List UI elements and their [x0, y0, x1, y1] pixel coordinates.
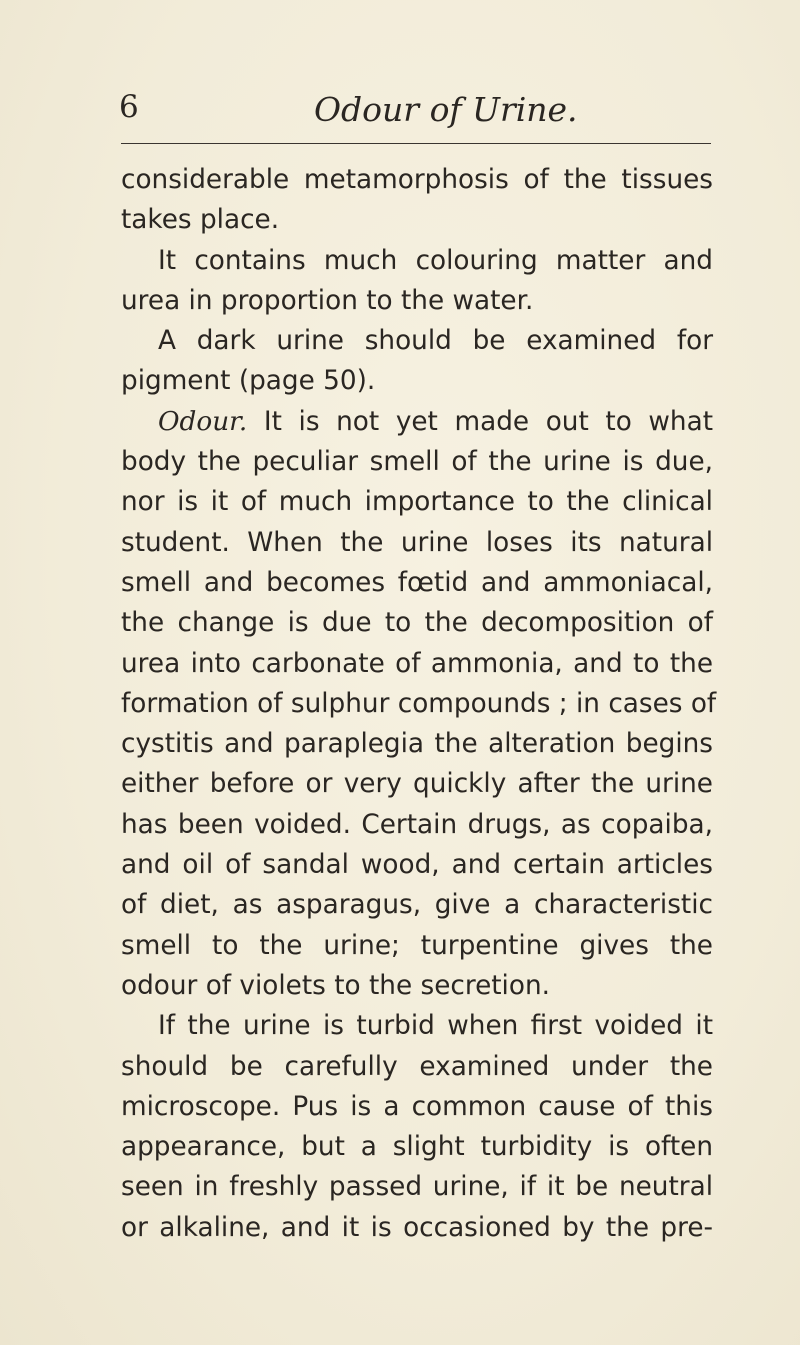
- text-line: pigment (page 50).: [121, 366, 376, 397]
- text-line: student. When the urine loses its natural: [121, 527, 713, 558]
- text-line: cystitis and paraplegia the alteration begins: [121, 729, 713, 760]
- text-line: either before or very quickly after the urine: [121, 769, 713, 800]
- header-rule: [121, 143, 711, 144]
- text-line: urea in proportion to the water.: [121, 285, 534, 316]
- text-line: nor is it of much importance to the clinical: [121, 487, 713, 518]
- running-head: Odour of Urine.: [314, 90, 578, 129]
- text-line: considerable metamorphosis of the tissues: [121, 165, 713, 195]
- text-line: appearance, but a slight turbidity is often: [121, 1132, 713, 1163]
- text-line: and oil of sandal wood, and certain articles: [121, 850, 713, 881]
- text-line: formation of sulphur compounds ; in cases of: [121, 688, 717, 719]
- text-line: If the urine is turbid when first voided it: [158, 1011, 713, 1042]
- text-line: It contains much colouring matter and: [158, 245, 713, 276]
- page-header: [119, 86, 714, 142]
- text-line: smell and becomes fœtid and ammoniacal,: [121, 567, 713, 598]
- text-line: should be carefully examined under the: [121, 1051, 713, 1082]
- text-line: body the peculiar smell of the urine is due,: [121, 447, 713, 478]
- text-line: smell to the urine; turpentine gives the: [121, 930, 713, 961]
- text-line: odour of violets to the secretion.: [121, 970, 550, 1001]
- text-line: takes place.: [121, 205, 280, 236]
- text-line: has been voided. Certain drugs, as copaiba,: [121, 809, 713, 840]
- text-line: urea into carbonate of ammonia, and to the: [121, 648, 713, 679]
- text-line-with-heading: [121, 402, 713, 442]
- text-line-rest: It is not yet made out to what: [263, 406, 714, 437]
- text-line: of diet, as asparagus, give a characteristic: [121, 890, 713, 921]
- body-text: [121, 160, 717, 1248]
- section-heading: Odour.: [158, 406, 248, 437]
- text-line: seen in freshly passed urine, if it be neutral: [121, 1172, 713, 1203]
- page-number: 6: [119, 89, 139, 125]
- text-line: the change is due to the decomposition of: [121, 608, 713, 639]
- text-line: or alkaline, and it is occasioned by the pre-: [121, 1212, 713, 1243]
- text-line: A dark urine should be examined for: [158, 326, 713, 357]
- text-line: microscope. Pus is a common cause of this: [121, 1091, 713, 1122]
